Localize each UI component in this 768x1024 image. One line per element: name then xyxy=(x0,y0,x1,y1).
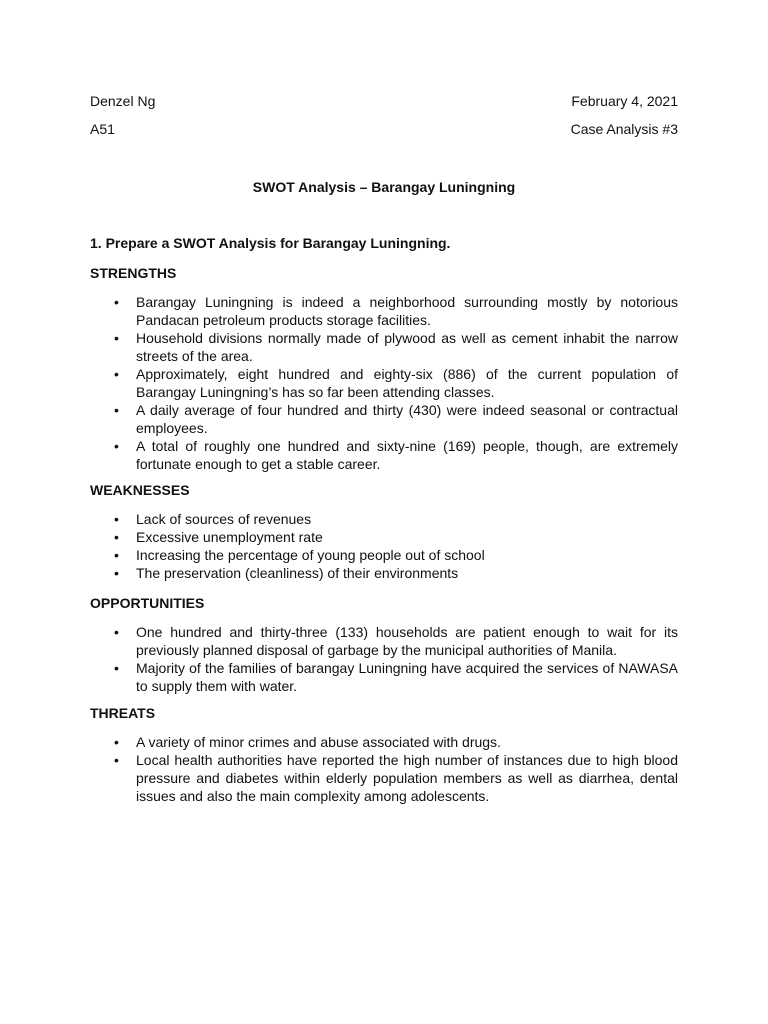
weaknesses-list xyxy=(90,510,678,582)
case-number: Case Analysis #3 xyxy=(570,121,678,137)
threats-heading: THREATS xyxy=(90,705,156,721)
opportunities-list xyxy=(90,623,678,695)
document-date: February 4, 2021 xyxy=(571,93,678,109)
list-item: • A variety of minor crimes and abuse associated with drugs. xyxy=(90,733,678,751)
list-item: • Household divisions normally made of plywood as well as cement inhabit the narrow streets of the area. xyxy=(90,329,678,365)
list-item: • Local health authorities have reported the high number of instances due to high blood pressure and diabetes within elderly population members as well as diarrhea, dental issues and also the main complexity among adolescents. xyxy=(90,751,678,805)
document-page xyxy=(90,0,678,1024)
strengths-heading: STRENGTHS xyxy=(90,265,177,281)
question-text: 1. Prepare a SWOT Analysis for Barangay Luningning. xyxy=(90,235,451,251)
list-item: • Lack of sources of revenues xyxy=(90,510,678,528)
strengths-list xyxy=(90,293,678,473)
threats-list xyxy=(90,733,678,805)
opportunities-heading: OPPORTUNITIES xyxy=(90,595,205,611)
author-name: Denzel Ng xyxy=(90,93,156,109)
section-code: A51 xyxy=(90,121,115,137)
header-row-1 xyxy=(90,92,678,110)
list-item: • Majority of the families of barangay Luningning have acquired the services of NAWASA to supply them with water. xyxy=(90,659,678,695)
list-item: • One hundred and thirty-three (133) households are patient enough to wait for its previously planned disposal of garbage by the municipal authorities of Manila. xyxy=(90,623,678,659)
document-title: SWOT Analysis – Barangay Luningning xyxy=(252,179,516,195)
list-item: • Approximately, eight hundred and eighty-six (886) of the current population of Barangay Luningning’s has so far been attending classes. xyxy=(90,365,678,401)
list-item: • Barangay Luningning is indeed a neighborhood surrounding mostly by notorious Pandacan petroleum products storage facilities. xyxy=(90,293,678,329)
list-item: • A total of roughly one hundred and sixty-nine (169) people, though, are extremely fortunate enough to get a stable career. xyxy=(90,437,678,473)
header-row-2 xyxy=(90,120,678,138)
list-item: • Excessive unemployment rate xyxy=(90,528,678,546)
list-item: • The preservation (cleanliness) of their environments xyxy=(90,564,678,582)
list-item: • A daily average of four hundred and thirty (430) were indeed seasonal or contractual employees. xyxy=(90,401,678,437)
weaknesses-heading: WEAKNESSES xyxy=(90,482,190,498)
list-item: • Increasing the percentage of young people out of school xyxy=(90,546,678,564)
